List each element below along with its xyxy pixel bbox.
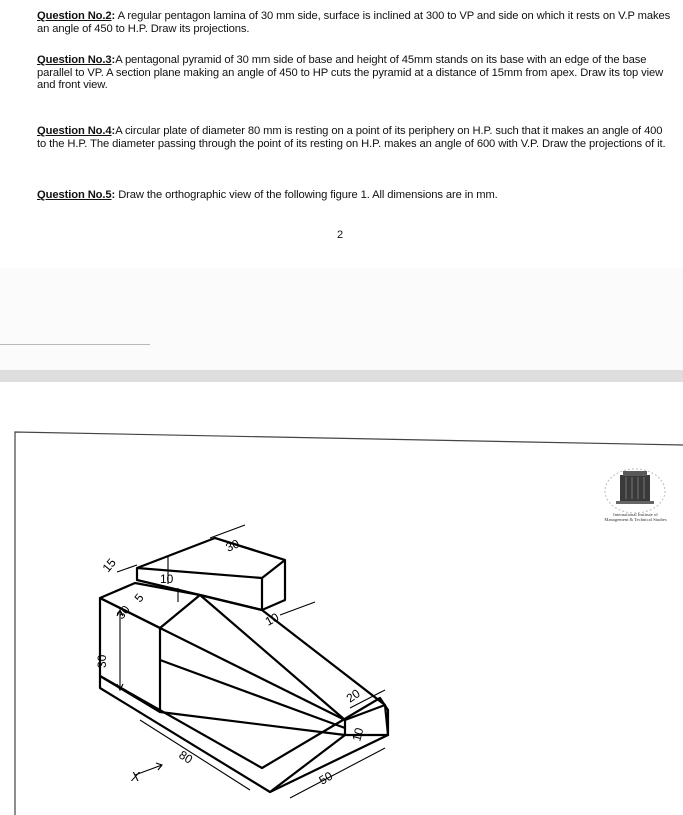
question-4-heading: Question No.4	[37, 125, 112, 137]
question-3-heading: Question No.3	[37, 54, 112, 66]
dim-height: 30	[95, 654, 109, 668]
dim-tip-10: 10	[349, 726, 367, 743]
dim-base-width: 50	[316, 768, 336, 788]
dim-top-depth: 15	[99, 555, 119, 575]
question-2-text: A regular pentagon lamina of 30 mm side, surface is inclined at 300 to VP and side on which it rests on V.P makes an angle of 450 to H.P. Draw its projections.	[37, 10, 671, 35]
question-3-text: A pentagonal pyramid of 30 mm side of base and height of 45mm stands on its base with an edge of the base parallel to VP. A section plane making an angle of 450 to HP cuts the pyramid at a distance of 15mm from apex. Draw its top view and front view.	[37, 54, 664, 92]
question-4: Question No.4:A circular plate of diameter 80 mm is resting on a point of its periphery on H.P. such that it makes an angle of 400 to the H.P. The diameter passing through the point of its resting on H.P. makes an angle of 600 with V.P. Draw the projections of it.	[37, 125, 666, 150]
page-one	[0, 0, 683, 269]
dim-top-width: 30	[223, 536, 242, 555]
question-3: Question No.3:A pentagonal pyramid of 30 mm side of base and height of 45mm stands on its base with an edge of the base parallel to VP. A section plane making an angle of 450 to HP cuts the pyramid at a distance of 15mm from apex. Draw its top view and front view.	[37, 54, 664, 92]
dim-step: 10	[160, 572, 174, 586]
dim-inner-30: 30	[113, 602, 133, 622]
figure-1-isometric-drawing	[0, 382, 683, 815]
page-number: 2	[337, 229, 344, 241]
logo-caption: International Institute of Management & Technical Studies	[604, 512, 667, 522]
page-gap	[0, 370, 683, 382]
blank-page-area	[0, 268, 683, 372]
dim-inner-5: 5	[131, 590, 147, 605]
top-step	[100, 583, 200, 628]
direction-label: X	[131, 769, 140, 784]
question-5-text: Draw the orthographic view of the following figure 1. All dimensions are in mm.	[115, 189, 498, 201]
dim-right-10: 10	[262, 610, 282, 629]
question-2-heading: Question No.2	[37, 10, 112, 22]
question-5: Question No.5: Draw the orthographic view of the following figure 1. All dimensions are in mm.	[37, 189, 498, 201]
divider-line	[0, 344, 150, 345]
question-5-heading: Question No.5	[37, 189, 112, 201]
question-4-text: A circular plate of diameter 80 mm is resting on a point of its periphery on H.P. such that it makes an angle of 400 to the H.P. The diameter passing through the point of its resting on H.P. makes an angle of 600 with V.P. Draw the projections of it.	[37, 125, 666, 150]
dim-length: 80	[176, 747, 196, 767]
dim-tip-20: 20	[343, 686, 363, 706]
question-2: Question No.2: A regular pentagon lamina of 30 mm side, surface is inclined at 300 to VP and side on which it rests on V.P makes an angle of 450 to H.P. Draw its projections.	[37, 10, 671, 35]
